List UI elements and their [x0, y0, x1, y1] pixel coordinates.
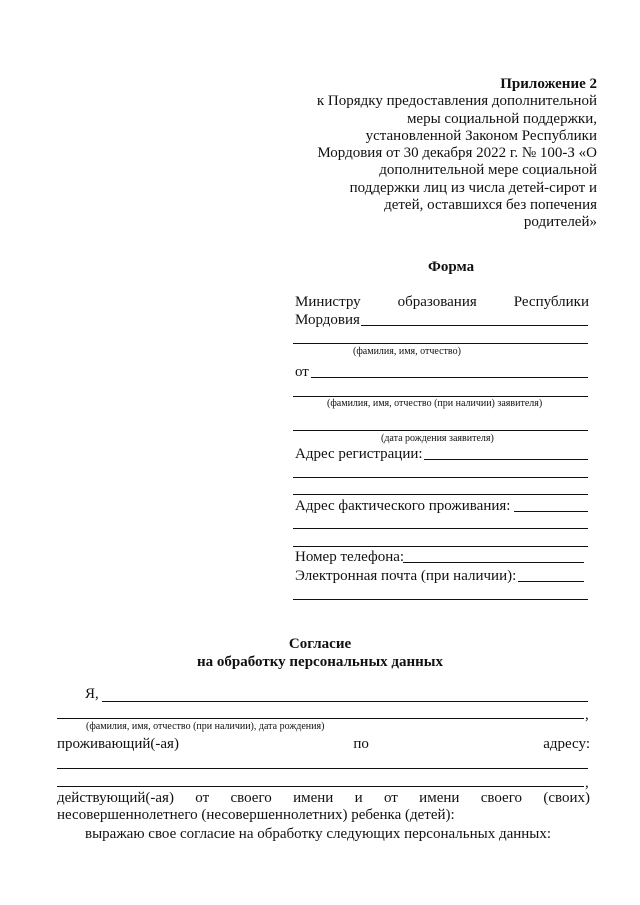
appendix-line: поддержки лиц из числа детей-сирот и [349, 179, 597, 196]
comma: , [585, 707, 589, 723]
person-name-field-2[interactable] [57, 718, 584, 719]
applicant-name-field-2[interactable] [293, 396, 588, 397]
appendix-title: Приложение 2 [500, 76, 597, 92]
appendix-line: установленной Законом Республики [365, 127, 597, 144]
caption-birth: (дата рождения заявителя) [381, 433, 494, 444]
actual-address-field-3[interactable] [293, 546, 588, 547]
i-label: Я, [85, 686, 99, 702]
caption-person: (фамилия, имя, отчество (при наличии), дата рождения) [86, 721, 325, 732]
acting-word: от [195, 790, 210, 806]
addressee-word: образования [397, 294, 477, 310]
acting-word: от [383, 790, 398, 806]
acting-word: действующий(-ая) [57, 790, 174, 806]
addressee-word: Республики [513, 294, 589, 310]
email-field-2[interactable] [293, 599, 588, 600]
acting-word: своего [480, 790, 522, 806]
phone-label: Номер телефона: [295, 549, 405, 565]
actual-address-label: Адрес фактического проживания: [295, 498, 511, 514]
actual-address-field[interactable] [514, 511, 588, 512]
agree-line: выражаю свое согласие на обработку следующих персональных данных: [85, 826, 552, 842]
consent-title: Согласие [288, 636, 352, 652]
residing-line [57, 735, 590, 753]
minister-name-field[interactable] [361, 325, 588, 326]
appendix-block [300, 76, 597, 232]
residing-address-field-2[interactable] [57, 786, 584, 787]
applicant-birth-field[interactable] [293, 430, 588, 431]
from-label: от [295, 364, 309, 380]
actual-address-field-2[interactable] [293, 528, 588, 529]
acting-word: (своих) [543, 790, 590, 806]
appendix-line: меры социальной поддержки, [406, 110, 597, 127]
acting-line [57, 789, 590, 807]
appendix-line: родителей» [523, 214, 597, 231]
appendix-line: детей, оставшихся без попечения [384, 197, 597, 214]
addressee-line-1 [295, 293, 589, 311]
residing-word: адресу: [543, 736, 590, 752]
appendix-line: дополнительной мере социальной [379, 162, 597, 179]
acting-word: и [354, 790, 363, 806]
phone-field[interactable] [403, 562, 584, 563]
caption-applicant: (фамилия, имя, отчество (при наличии) заявителя) [327, 398, 543, 409]
reg-address-label: Адрес регистрации: [295, 446, 423, 462]
minor-line: несовершеннолетнего (несовершеннолетних) ребенка (детей): [57, 807, 455, 823]
reg-address-field-2[interactable] [293, 477, 588, 478]
addressee-word: Министру [295, 294, 361, 310]
consent-subtitle: на обработку персональных данных [197, 654, 443, 670]
appendix-line: к Порядку предоставления дополнительной [316, 93, 597, 110]
addressee-line-2: Мордовия [295, 312, 360, 328]
residing-word: по [353, 736, 369, 752]
acting-word: имени [419, 790, 460, 806]
acting-word: своего [230, 790, 272, 806]
applicant-name-field[interactable] [311, 377, 588, 378]
appendix-line: Мордовия от 30 декабря 2022 г. № 100-З «О [317, 145, 597, 162]
person-name-field[interactable] [102, 701, 588, 702]
email-field[interactable] [518, 581, 584, 582]
acting-word: имени [293, 790, 334, 806]
caption-name: (фамилия, имя, отчество) [353, 346, 461, 357]
minister-name-field-2[interactable] [293, 343, 588, 344]
comma: , [585, 775, 589, 791]
form-label: Форма [428, 259, 475, 275]
email-label: Электронная почта (при наличии): [295, 568, 517, 584]
reg-address-field-3[interactable] [293, 494, 588, 495]
residing-address-field[interactable] [57, 768, 588, 769]
reg-address-field[interactable] [424, 459, 588, 460]
residing-word: проживающий(-ая) [57, 736, 179, 752]
